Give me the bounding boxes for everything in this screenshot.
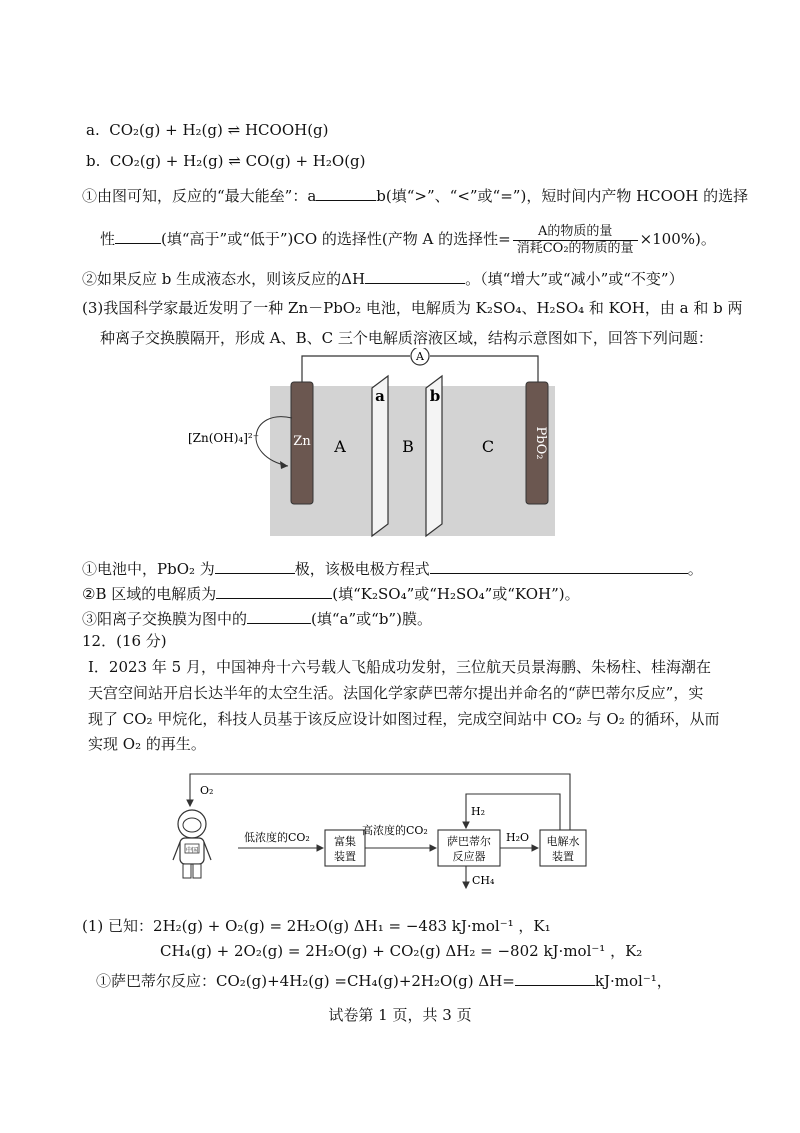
electrolysis-device-label-1: 电解水 bbox=[546, 835, 580, 848]
page-footer: 试卷第 1 页，共 3 页 bbox=[328, 1006, 472, 1024]
low-co2-label: 低浓度的CO₂ bbox=[244, 831, 310, 844]
sabatier-reactor-label-1: 萨巴蒂尔 bbox=[447, 835, 491, 848]
question-12-para-line1: Ⅰ．2023 年 5 月，中国神舟十六号载人飞船成功发射，三位航天员景海鹏、朱杨柱、桂海潮在 bbox=[88, 658, 711, 676]
answer-blank-equation[interactable] bbox=[430, 557, 688, 574]
reaction-b: b. CO₂(g) + H₂(g) ⇌ CO(g) + H₂O(g) bbox=[86, 152, 366, 170]
region-a-label: A bbox=[334, 437, 346, 456]
question-3-line1: (3)我国科学家最近发明了一种 Zn－PbO₂ 电池，电解质为 K₂SO₄、H₂SO₄ 和 KOH，由 a 和 b 两 bbox=[82, 299, 743, 317]
answer-blank-pole[interactable] bbox=[215, 557, 295, 574]
high-co2-label: 高浓度的CO₂ bbox=[362, 824, 428, 837]
wire-right bbox=[430, 356, 538, 386]
selectivity-fraction: $\frac{\text{A的物质的量}}{\text{消耗CO₂的物质的量}}$ bbox=[513, 224, 638, 257]
zincate-label: [Zn(OH)₄]²⁻ bbox=[188, 431, 260, 445]
membrane-b-label: b bbox=[429, 387, 441, 405]
zn-label: Zn bbox=[293, 434, 311, 449]
subquestion-3: ③阳离子交换膜为图中的 (填“a”或“b”)膜。 bbox=[82, 607, 432, 630]
h2o-label: H₂O bbox=[506, 831, 530, 844]
answer-blank-sabatier-dh[interactable] bbox=[515, 969, 595, 986]
ch4-label: CH₄ bbox=[472, 874, 495, 887]
astronaut-icon bbox=[173, 810, 211, 878]
enrichment-device-label-1: 富集 bbox=[334, 835, 356, 848]
question-3-line2: 种离子交换膜隔开，形成 A、B、C 三个电解质溶液区域，结构示意图如下，回答下列问题： bbox=[100, 329, 713, 347]
h2-label: H₂ bbox=[471, 805, 486, 818]
oxygen-cycle-diagram bbox=[170, 768, 610, 898]
question-1-line2: 性 (填“高于”或“低于”)CO 的选择性(产物 A 的选择性= $\frac{\text{A的物质的量}}{\text{消耗CO₂的物质的量}}$ ×100%)。 bbox=[100, 223, 716, 256]
answer-blank-barrier[interactable] bbox=[316, 184, 376, 201]
o2-return-arrow bbox=[190, 774, 570, 830]
reaction-a: a. CO₂(g) + H₂(g) ⇌ HCOOH(g) bbox=[86, 121, 329, 139]
question-12-para-line3: 现了 CO₂ 甲烷化，科技人员基于该反应设计如图过程，完成空间站中 CO₂ 与 O₂ 的循环，从而 bbox=[88, 710, 720, 728]
given-eq1-line: (1) 已知：2H₂(g) + O₂(g) = 2H₂O(g) ΔH₁ = −483 kJ·mol⁻¹ ，K₁ bbox=[82, 917, 551, 935]
subquestion-1: ①电池中，PbO₂ 为 极，该极电极方程式 。 bbox=[82, 557, 703, 580]
region-b-label: B bbox=[402, 437, 414, 456]
astronaut-badge: 中国 bbox=[185, 847, 199, 854]
answer-blank-dh[interactable] bbox=[365, 267, 465, 284]
electrolysis-device-label-2: 装置 bbox=[552, 850, 574, 863]
region-c-label: C bbox=[481, 437, 495, 456]
o2-label: O₂ bbox=[200, 784, 214, 797]
question-12-para-line2: 天宫空间站开启长达半年的太空生活。法国化学家萨巴蒂尔提出并命名的“萨巴蒂尔反应”，实 bbox=[88, 684, 704, 702]
question-12-para-line4: 实现 O₂ 的再生。 bbox=[88, 735, 206, 753]
question-1-line1: ①由图可知，反应的“最大能垒”：a b(填“>”、“<”或“=”)，短时间内产物 HCOOH 的选择 bbox=[82, 184, 748, 207]
enrichment-device-label-2: 装置 bbox=[334, 850, 356, 863]
answer-blank-selectivity[interactable] bbox=[115, 227, 161, 244]
answer-blank-membrane[interactable] bbox=[247, 607, 311, 624]
given-eq1: 2H₂(g) + O₂(g) = 2H₂O(g) ΔH₁ = −483 kJ·mol⁻¹ ，K₁ bbox=[153, 917, 551, 935]
question-12-header: 12．(16 分) bbox=[82, 632, 167, 650]
battery-diagram bbox=[180, 348, 620, 543]
sabatier-reactor-label-2: 反应器 bbox=[452, 850, 486, 863]
subquestion-2: ②B 区域的电解质为 (填“K₂SO₄”或“H₂SO₄”或“KOH”)。 bbox=[82, 582, 580, 605]
membrane-a-label: a bbox=[375, 387, 385, 405]
wire-left bbox=[302, 356, 410, 386]
pbo2-label: PbO₂ bbox=[533, 426, 548, 460]
answer-blank-electrolyte[interactable] bbox=[216, 582, 332, 599]
sabatier-question: ①萨巴蒂尔反应：CO₂(g)+4H₂(g) =CH₄(g)+2H₂O(g) ΔH= kJ·mol⁻¹， bbox=[96, 969, 672, 992]
ammeter-label: A bbox=[416, 350, 424, 363]
question-2: ②如果反应 b 生成液态水，则该反应的ΔH 。（填“增大”或“减小”或“不变”） bbox=[82, 267, 684, 290]
given-eq2: CH₄(g) + 2O₂(g) = 2H₂O(g) + CO₂(g) ΔH₂ = −802 kJ·mol⁻¹ ，K₂ bbox=[160, 942, 643, 960]
